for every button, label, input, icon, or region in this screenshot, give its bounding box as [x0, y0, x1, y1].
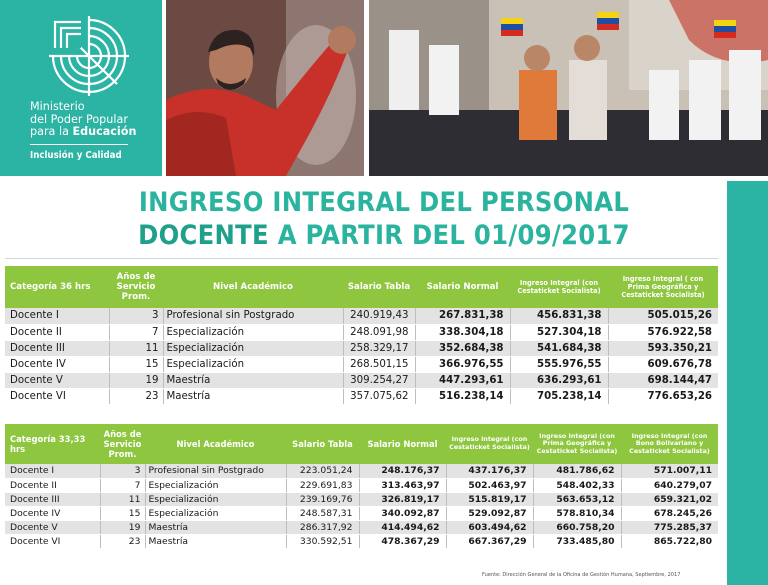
cell-ingreso-prima: 776.653,26: [608, 388, 718, 404]
table-header-row: [5, 266, 718, 308]
cell-salario-tabla: 258.329,17: [343, 340, 415, 356]
flag-icon: [501, 18, 523, 36]
cell-nivel: Especialización: [163, 340, 343, 356]
cell-ingreso-prima: 548.402,33: [533, 478, 621, 492]
cell-anos: 15: [109, 356, 163, 372]
cell-nivel: Especialización: [145, 506, 286, 520]
table-row: [5, 340, 718, 356]
cell-ingreso-prima: 593.350,21: [608, 340, 718, 356]
cell-nivel: Especialización: [163, 356, 343, 372]
cell-salario-normal: 414.494,62: [359, 520, 446, 534]
cell-salario-tabla: 223.051,24: [286, 464, 359, 478]
table-row: [5, 492, 718, 506]
cell-salario-tabla: 248.587,31: [286, 506, 359, 520]
cell-salario-tabla: 309.254,27: [343, 372, 415, 388]
cell-ingreso-cestaticket: 705.238,14: [510, 388, 608, 404]
cell-nivel: Profesional sin Postgrado: [145, 464, 286, 478]
cell-ingreso-cestaticket: 527.304,18: [510, 324, 608, 340]
table-row: [5, 388, 718, 404]
decorative-side-bar: [727, 181, 768, 585]
page-title-rest: A PARTIR DEL 01/09/2017: [268, 220, 630, 251]
cell-categoria: Docente III: [5, 340, 109, 356]
salary-table-33-33-hrs: [5, 424, 718, 549]
photo-students-with-flags: [369, 0, 768, 176]
cell-ingreso-prima: 609.676,78: [608, 356, 718, 372]
page-title-line2: [0, 220, 768, 251]
cell-ingreso-cestaticket: 541.684,38: [510, 340, 608, 356]
cell-salario-normal: 447.293,61: [415, 372, 510, 388]
cell-categoria: Docente V: [5, 372, 109, 388]
cell-ingreso-cestaticket: 603.494,62: [446, 520, 533, 534]
ministry-emblem-icon: [45, 12, 133, 100]
cell-anos: 15: [100, 506, 145, 520]
cell-anos: 11: [109, 340, 163, 356]
ministry-name-line2: del Poder Popular: [30, 112, 128, 126]
flag-icon: [714, 20, 736, 38]
source-note: Fuente: Dirección General de la Oficina de Gestión Humana, Septiembre, 2017: [482, 572, 681, 578]
cell-categoria: Docente VI: [5, 534, 100, 548]
cell-nivel: Maestría: [145, 534, 286, 548]
table-header-row: [5, 424, 718, 464]
cell-nivel: Especialización: [145, 478, 286, 492]
cell-ingreso-prima: 578.810,34: [533, 506, 621, 520]
photo-leader-raising-fist: [166, 0, 364, 176]
header-salario-tabla: Salario Tabla: [286, 424, 359, 464]
cell-ingreso-cestaticket: 529.092,87: [446, 506, 533, 520]
header-categoria: Categoría 33,33 hrs: [5, 424, 100, 464]
header-ingreso-prima: Ingreso Integral (con Prima Geográfica y Cestaticket Socialista): [533, 424, 621, 464]
cell-ingreso-prima: 698.144,47: [608, 372, 718, 388]
cell-salario-normal: 352.684,38: [415, 340, 510, 356]
cell-ingreso-cestaticket: 667.367,29: [446, 534, 533, 548]
ministry-name-line1: Ministerio: [30, 100, 85, 113]
ministry-name-line3-bold: Educación: [72, 125, 137, 138]
cell-categoria: Docente III: [5, 492, 100, 506]
header-salario-normal: Salario Normal: [415, 266, 510, 308]
header-ingreso-bono: Ingreso Integral (con Bono Bolivariano y Cestaticket Socialista): [621, 424, 718, 464]
cell-nivel: Especialización: [163, 324, 343, 340]
cell-ingreso-prima: 576.922,58: [608, 324, 718, 340]
cell-salario-tabla: 268.501,15: [343, 356, 415, 372]
cell-categoria: Docente IV: [5, 356, 109, 372]
cell-salario-tabla: 248.091,98: [343, 324, 415, 340]
cell-salario-normal: 248.176,37: [359, 464, 446, 478]
table-row: [5, 372, 718, 388]
cell-anos: 3: [109, 308, 163, 324]
cell-nivel: Profesional sin Postgrado: [163, 308, 343, 324]
header-nivel-academico: Nivel Académico: [163, 266, 343, 308]
header-ingreso-cestaticket: Ingreso Integral (con Cestaticket Socialista): [510, 266, 608, 308]
cell-ingreso-cestaticket: 555.976,55: [510, 356, 608, 372]
cell-categoria: Docente I: [5, 308, 109, 324]
cell-salario-tabla: 240.919,43: [343, 308, 415, 324]
cell-nivel: Maestría: [163, 372, 343, 388]
cell-salario-normal: 338.304,18: [415, 324, 510, 340]
cell-anos: 19: [109, 372, 163, 388]
cell-salario-normal: 326.819,17: [359, 492, 446, 506]
cell-ingreso-bono: 865.722,80: [621, 534, 718, 548]
ministry-name-line3: [30, 126, 160, 139]
cell-salario-normal: 313.463,97: [359, 478, 446, 492]
table-row: [5, 324, 718, 340]
cell-salario-normal: 267.831,38: [415, 308, 510, 324]
cell-categoria: Docente II: [5, 478, 100, 492]
header-ingreso-prima: Ingreso Integral ( con Prima Geográfica y Cestaticket Socialista): [608, 266, 718, 308]
cell-categoria: Docente IV: [5, 506, 100, 520]
table-row: [5, 520, 718, 534]
cell-salario-tabla: 330.592,51: [286, 534, 359, 548]
cell-ingreso-prima: 660.758,20: [533, 520, 621, 534]
cell-anos: 7: [109, 324, 163, 340]
ministry-name-line3-prefix: para la: [30, 125, 73, 138]
cell-categoria: Docente V: [5, 520, 100, 534]
flag-icon: [597, 12, 619, 30]
cell-anos: 19: [100, 520, 145, 534]
cell-ingreso-bono: 775.285,37: [621, 520, 718, 534]
page-title-line1: INGRESO INTEGRAL DEL PERSONAL: [138, 187, 630, 218]
cell-categoria: Docente II: [5, 324, 109, 340]
photo-leader-illustration: [166, 0, 364, 176]
title-divider: [5, 258, 718, 259]
cell-salario-tabla: 357.075,62: [343, 388, 415, 404]
cell-nivel: Especialización: [145, 492, 286, 506]
cell-salario-normal: 478.367,29: [359, 534, 446, 548]
cell-ingreso-prima: 505.015,26: [608, 308, 718, 324]
header-anos-servicio: Años de Servicio Prom.: [109, 266, 163, 308]
cell-categoria: Docente VI: [5, 388, 109, 404]
table-row: [5, 464, 718, 478]
cell-salario-normal: 340.092,87: [359, 506, 446, 520]
cell-salario-normal: 516.238,14: [415, 388, 510, 404]
cell-salario-tabla: 286.317,92: [286, 520, 359, 534]
cell-anos: 11: [100, 492, 145, 506]
cell-nivel: Maestría: [163, 388, 343, 404]
header-nivel-academico: Nivel Académico: [145, 424, 286, 464]
cell-categoria: Docente I: [5, 464, 100, 478]
cell-salario-tabla: 239.169,76: [286, 492, 359, 506]
header-salario-tabla: Salario Tabla: [343, 266, 415, 308]
cell-ingreso-prima: 563.653,12: [533, 492, 621, 506]
table-row: [5, 478, 718, 492]
table-row: [5, 506, 718, 520]
photo-students-illustration: [369, 0, 768, 176]
cell-salario-normal: 366.976,55: [415, 356, 510, 372]
table-row: [5, 308, 718, 324]
page-title-emphasis: DOCENTE: [138, 220, 269, 251]
header-categoria: Categoría 36 hrs: [5, 266, 109, 308]
cell-ingreso-cestaticket: 636.293,61: [510, 372, 608, 388]
cell-ingreso-cestaticket: 502.463,97: [446, 478, 533, 492]
cell-ingreso-prima: 733.485,80: [533, 534, 621, 548]
ministry-name: [30, 101, 160, 139]
cell-anos: 23: [109, 388, 163, 404]
table-row: [5, 534, 718, 548]
cell-ingreso-cestaticket: 437.176,37: [446, 464, 533, 478]
header-anos-servicio: Años de Servicio Prom.: [100, 424, 145, 464]
cell-nivel: Maestría: [145, 520, 286, 534]
cell-ingreso-cestaticket: 456.831,38: [510, 308, 608, 324]
ministry-tagline: Inclusión y Calidad: [30, 150, 122, 161]
cell-ingreso-cestaticket: 515.819,17: [446, 492, 533, 506]
header-ingreso-cestaticket: Ingreso integral (con Cestaticket Socialista): [446, 424, 533, 464]
cell-ingreso-prima: 481.786,62: [533, 464, 621, 478]
cell-ingreso-bono: 571.007,11: [621, 464, 718, 478]
cell-ingreso-bono: 640.279,07: [621, 478, 718, 492]
cell-anos: 3: [100, 464, 145, 478]
logo-divider: [30, 144, 128, 145]
table-row: [5, 356, 718, 372]
cell-anos: 23: [100, 534, 145, 548]
cell-anos: 7: [100, 478, 145, 492]
ministry-logo-panel: [0, 0, 162, 176]
header-banner: [0, 0, 768, 176]
header-salario-normal: Salario Normal: [359, 424, 446, 464]
cell-ingreso-bono: 659.321,02: [621, 492, 718, 506]
cell-ingreso-bono: 678.245,26: [621, 506, 718, 520]
cell-salario-tabla: 229.691,83: [286, 478, 359, 492]
salary-table-36-hrs: [5, 266, 718, 405]
